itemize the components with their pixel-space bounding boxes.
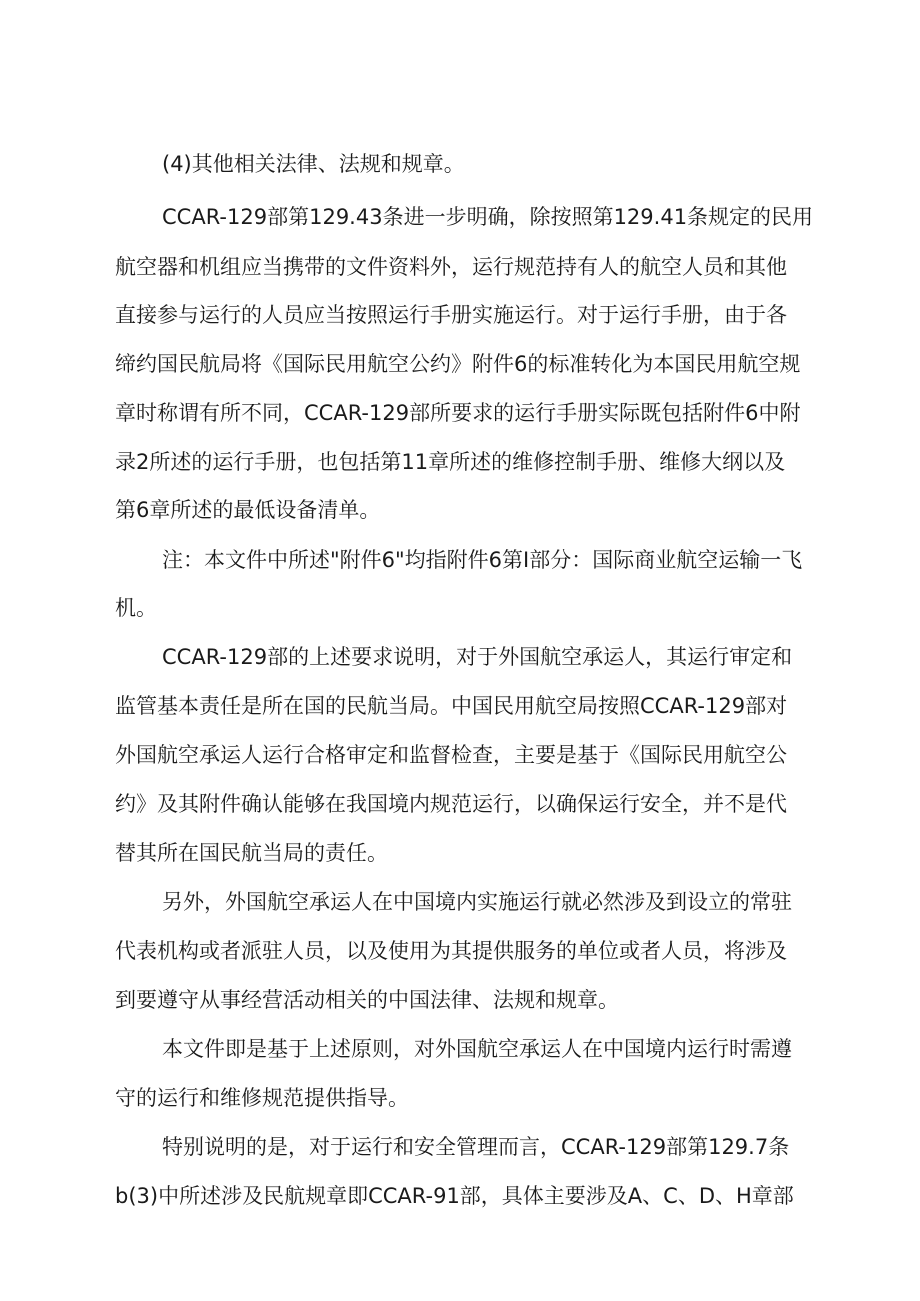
paragraph-line: 替其所在国民航当局的责任。 <box>115 841 388 865</box>
paragraph-line: b(3)中所述涉及民航规章即CCAR-91部，具体主要涉及A、C、D、H章部 <box>115 1184 794 1208</box>
note-line: 机。 <box>115 596 157 620</box>
paragraph-line: 特别说明的是，对于运行和安全管理而言，CCAR-129部第129.7条 <box>162 1135 790 1159</box>
paragraph-line: 另外，外国航空承运人在中国境内实施运行就必然涉及到设立的常驻 <box>162 890 792 914</box>
paragraph-line: CCAR-129部的上述要求说明，对于外国航空承运人，其运行审定和 <box>162 645 793 669</box>
note-line: 注：本文件中所述"附件6"均指附件6第I部分：国际商业航空运输一飞 <box>162 548 803 572</box>
paragraph-line: 缔约国民航局将《国际民用航空公约》附件6的标准转化为本国民用航空规 <box>115 352 801 376</box>
paragraph-line: CCAR-129部第129.43条进一步明确，除按照第129.41条规定的民用 <box>162 205 814 229</box>
paragraph-line: 代表机构或者派驻人员，以及使用为其提供服务的单位或者人员，将涉及 <box>115 939 787 963</box>
paragraph-line: 航空器和机组应当携带的文件资料外，运行规范持有人的航空人员和其他 <box>115 255 787 279</box>
paragraph-line: 到要遵守从事经营活动相关的中国法律、法规和规章。 <box>115 988 619 1012</box>
paragraph-line: 章时称谓有所不同，CCAR-129部所要求的运行手册实际既包括附件6中附 <box>115 401 801 425</box>
paragraph-line: 直接参与运行的人员应当按照运行手册实施运行。对于运行手册，由于各 <box>115 303 787 327</box>
paragraph-line: 守的运行和维修规范提供指导。 <box>115 1086 409 1110</box>
paragraph-line: (4)其他相关法律、法规和规章。 <box>162 152 465 176</box>
paragraph-line: 外国航空承运人运行合格审定和监督检查，主要是基于《国际民用航空公 <box>115 743 787 767</box>
paragraph-line: 录2所述的运行手册，也包括第11章所述的维修控制手册、维修大纲以及 <box>115 450 786 474</box>
paragraph-line: 约》及其附件确认能够在我国境内规范运行，以确保运行安全，并不是代 <box>115 792 787 816</box>
paragraph-line: 第6章所述的最低设备清单。 <box>115 498 381 522</box>
paragraph-line: 监管基本责任是所在国的民航当局。中国民用航空局按照CCAR-129部对 <box>115 694 788 718</box>
paragraph-line: 本文件即是基于上述原则，对外国航空承运人在中国境内运行时需遵 <box>162 1037 792 1061</box>
